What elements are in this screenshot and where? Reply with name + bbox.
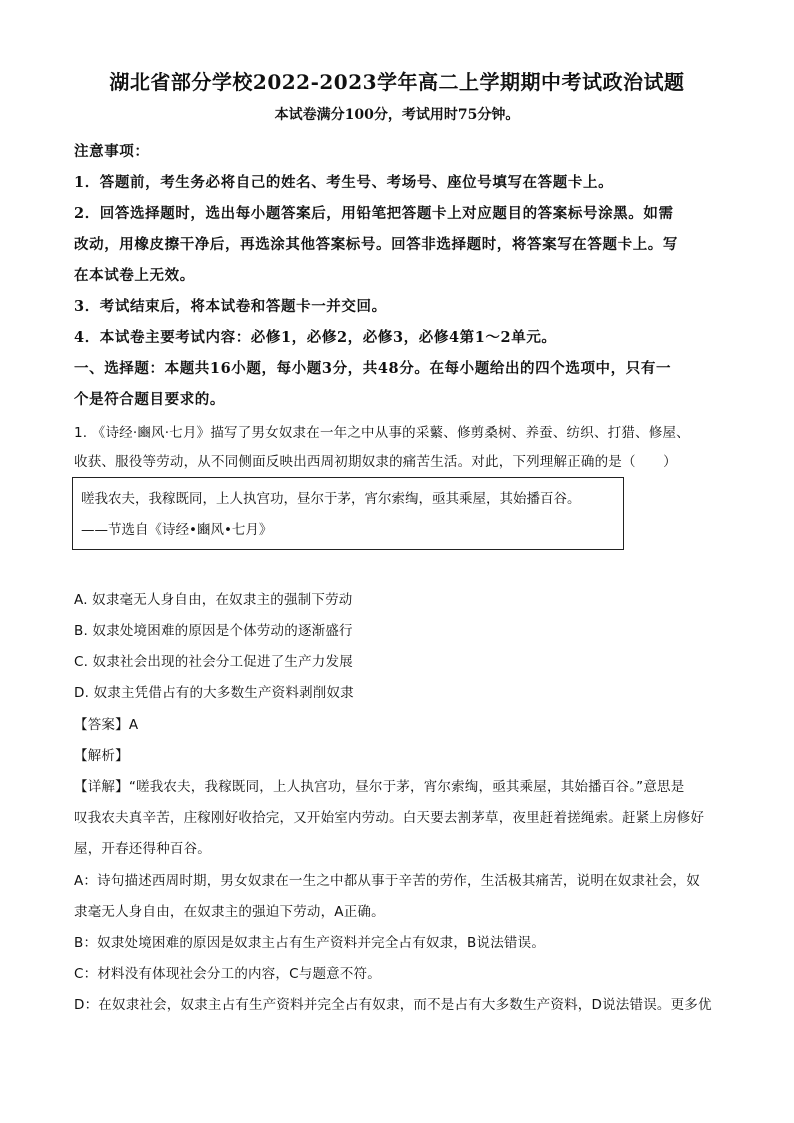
notice-item-2-line-2: 改动，用橡皮擦干净后，再选涂其他答案标号。回答非选择题时，将答案写在答题卡上。写: [74, 236, 678, 253]
detail-line-3: 屋，开春还得种百谷。: [74, 841, 211, 857]
quote-text: 嗟我农夫，我稼既同，上人执宫功，昼尔于茅，宵尔索绹，亟其乘屋，其始播百谷。: [81, 491, 581, 507]
notice-item-2-line-1: 2．回答选择题时，选出每小题答案后，用铅笔把答题卡上对应题目的答案标号涂黑。如需: [74, 205, 674, 222]
notice-item-1: 1．答题前，考生务必将自己的姓名、考生号、考场号、座位号填写在答题卡上。: [74, 174, 614, 191]
explanation-a-line-2: 隶毫无人身自由，在奴隶主的强迫下劳动，A正确。: [74, 904, 385, 920]
notice-item-2-line-3: 在本试卷上无效。: [74, 267, 195, 284]
answer-tag: 【答案】: [74, 717, 129, 733]
page-subtitle: 本试卷满分100分，考试用时75分钟。: [274, 107, 520, 123]
notice-item-3: 3．考试结束后，将本试卷和答题卡一并交回。: [74, 298, 387, 315]
detail-line-1: [74, 775, 722, 795]
answer-line: [74, 713, 722, 733]
option-b: B. 奴隶处境困难的原因是个体劳动的逐渐盛行: [74, 623, 353, 639]
analysis-tag: 【解析】: [74, 748, 129, 764]
quote-box: [72, 477, 624, 550]
notice-item-4: 4．本试卷主要考试内容：必修1，必修2，必修3，必修4第1～2单元。: [74, 329, 557, 346]
notice-heading: 注意事项：: [74, 143, 150, 160]
explanation-c: C：材料没有体现社会分工的内容，C与题意不符。: [74, 966, 381, 982]
question-1-stem-line-2: 收获、服役等劳动，从不同侧面反映出西周初期奴隶的痛苦生活。对此，下列理解正确的是（ ）: [74, 454, 677, 470]
quote-source: ——节选自《诗经•豳风•七月》: [81, 522, 273, 538]
question-1-stem-line-1: 1. 《诗经·豳风·七月》描写了男女奴隶在一年之中从事的采蘩、修剪桑树、养蚕、纺织、打猎、修屋、: [74, 425, 690, 441]
detail-line-2: 叹我农夫真辛苦，庄稼刚好收拾完，又开始室内劳动。白天要去割茅草，夜里赶着搓绳索。赶紧上房修好: [74, 810, 705, 826]
answer-value: A: [128, 717, 139, 733]
page-title: 湖北省部分学校2022-2023学年高二上学期期中考试政治试题: [109, 70, 685, 94]
section-heading-line-2: 个是符合题目要求的。: [74, 391, 225, 408]
explanation-a-line-1: A：诗句描述西周时期，男女奴隶在一生之中都从事于辛苦的劳作，生活极其痛苦，说明在奴隶社会，奴: [74, 873, 700, 889]
option-c: C. 奴隶社会出现的社会分工促进了生产力发展: [74, 654, 353, 670]
detail-text-1: “嗟我农夫，我稼既同，上人执宫功，昼尔于茅，宵尔索绹，亟其乘屋，其始播百谷。”意思是: [128, 779, 685, 795]
explanation-d: D：在奴隶社会，奴隶主占有生产资料并完全占有奴隶，而不是占有大多数生产资料，D说法错误。更多优: [74, 997, 712, 1013]
detail-tag: 【详解】: [74, 779, 129, 795]
option-d: D. 奴隶主凭借占有的大多数生产资料剥削奴隶: [74, 685, 354, 701]
section-heading-line-1: 一、选择题：本题共16小题，每小题3分，共48分。在每小题给出的四个选项中，只有一: [74, 360, 672, 377]
option-a: A. 奴隶毫无人身自由，在奴隶主的强制下劳动: [74, 592, 353, 608]
explanation-b: B：奴隶处境困难的原因是奴隶主占有生产资料并完全占有奴隶，B说法错误。: [74, 935, 546, 951]
